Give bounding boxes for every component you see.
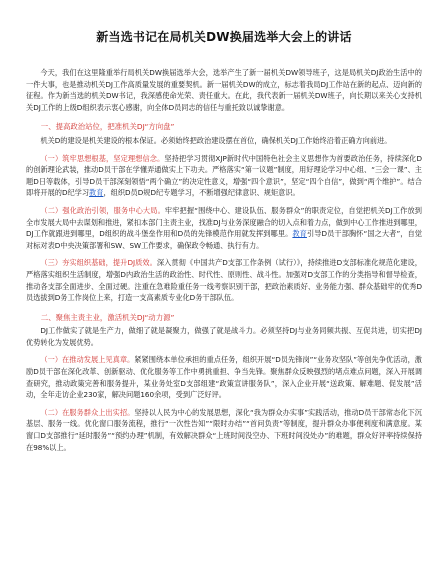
subsection-2-1: [26, 354, 422, 400]
section-heading-2: 二、聚焦主责主业，激活机关DJ“动力源”: [40, 312, 175, 322]
paragraph-text: 引导D员干部胸怀“国之大者”，自觉对标对表D中央决策部署和SW、SW工作要求，确保政令畅通、执行有力。: [26, 229, 422, 250]
document-title: 新当选书记在局机关DW换届选举大会上的讲话: [96, 30, 352, 44]
paragraph-text: 牢牢把握“围绕中心、建设队伍、服务群众”的职责定位，自觉把机关DJ工作放到全市发展大局中去谋划和推进，紧扣本部门主责主业，找准DJ与业务深度融合的切入点和着力点，做到中心工作推进到哪里，DJ工作就跟进到哪里，D组织的战斗堡垒作用和D员的先锋模范作用就发挥到哪里。: [26, 205, 422, 239]
paragraph-text: 坚持以人民为中心的发展思想，深化“我为群众办实事”实践活动，推动D员干部常态化下沉基层、服务一线。优化窗口服务流程，推行“一次性告知”“限时办结”“首问负责”等制度，提升群众办事便利度和满意度。某窗口D支部推行“延时服务”“预约办理”机制，有效解决群众“上班时间没空办、下班时间没处办”的难题，群众好评率持续保持在98%以上。: [26, 407, 422, 452]
education-link[interactable]: 教育: [89, 188, 104, 198]
section-heading-1: 一、提高政治站位，把准机关DJ“方向盘”: [40, 122, 175, 132]
subsection-heading: （二）在服务群众上出实招。: [40, 407, 135, 417]
paragraph-text: 深入贯彻《中国共产D支部工作条例（试行）》，持续推进D支部标准化规范化建设，严格落实组织生活制度，增强D内政治生活的政治性、时代性、原则性、战斗性。加强对D支部工作的分类指导和督导检查，推动各支部全面进步、全面过硬。注重在急难险重任务一线考察识别干部，把政治素质好、业务能力强、群众基础牢的优秀D员选拔到D务工作岗位上来，打造一支高素质专业化D务干部队伍。: [26, 258, 422, 303]
subsection-2-2: [26, 407, 422, 453]
paragraph-text: 今天，我们在这里隆重举行局机关DW换届选举大会，选举产生了新一届机关DW领导班子，这是局机关DJ政治生活中的一件大事，也是推动机关DJ工作高质量发展的重要契机。新一届机关DW的成立，标志着我局DJ工作站在新的起点、迈向新的征程。作为新当选的机关DW书记，我深感使命光荣、责任重大。在此，我代表新一届机关DW班子，向长期以来关心支持机关DJ工作的上级D组织表示衷心感谢，向全体D员同志的信任与重托致以诚挚谢意。: [26, 68, 422, 112]
subsection-heading: （一）筑牢思想根基，坚定理想信念。: [40, 153, 165, 163]
intro-paragraph: [26, 67, 422, 113]
paragraph-text: 紧紧围绕本单位承担的重点任务，组织开展“D员先锋岗”“业务攻坚队”等创先争优活动，激励D员干部在深化改革、创新驱动、优化服务等工作中勇挑重担、争当先锋。聚焦群众反映强烈的堵点难点问题，深入开展调查研究，推动政策完善和服务提升，某业务处室D支部组建“政策宣讲服务队”，深入企业开展“送政策、解难题、促发展”活动，全年走访企业230家，解决问题160余项，受到广泛好评。: [26, 355, 422, 400]
subsection-heading: （一）在推动发展上见真章。: [40, 355, 135, 365]
subsection-heading: （三）夯实组织基础，提升DJ质效。: [40, 258, 157, 268]
subsection-1-1: [26, 153, 422, 199]
section-1-intro: [26, 135, 422, 147]
paragraph-text: 机关D的建设是机关建设的根本保证。必须始终把政治建设摆在首位，确保机关DJ工作始终沿着正确方向前进。: [40, 135, 392, 145]
education-link[interactable]: 教育: [292, 229, 307, 239]
subsection-heading: （二）强化政治引领，服务中心大局。: [40, 205, 165, 215]
section-2-intro: [26, 325, 422, 348]
paragraph-text: ，组织D员D规D纪专题学习，不断增强纪律意识、规矩意识。: [103, 188, 300, 198]
paragraph-text: DJ工作做实了就是生产力，做细了就是凝聚力，做强了就是战斗力。必须坚持DJ与业务同频共振、互促共进，切实把DJ优势转化为发展优势。: [26, 326, 422, 347]
subsection-1-3: [26, 257, 422, 303]
subsection-1-2: [26, 205, 422, 251]
paragraph-text: 坚持把学习贯彻XJP新时代中国特色社会主义思想作为首要政治任务，持续深化D的创新理论武装，推动D员干部在学懂弄通做实上下功夫。严格落实“第一议题”制度，用好理论学习中心组、“三会一课”、主题D日等载体，引导D员干部深刻领悟“两个确立”的决定性意义，增强“四个意识”，坚定“四个自信”，做到“两个维护”。结合即将开展的D纪学习: [26, 153, 422, 198]
